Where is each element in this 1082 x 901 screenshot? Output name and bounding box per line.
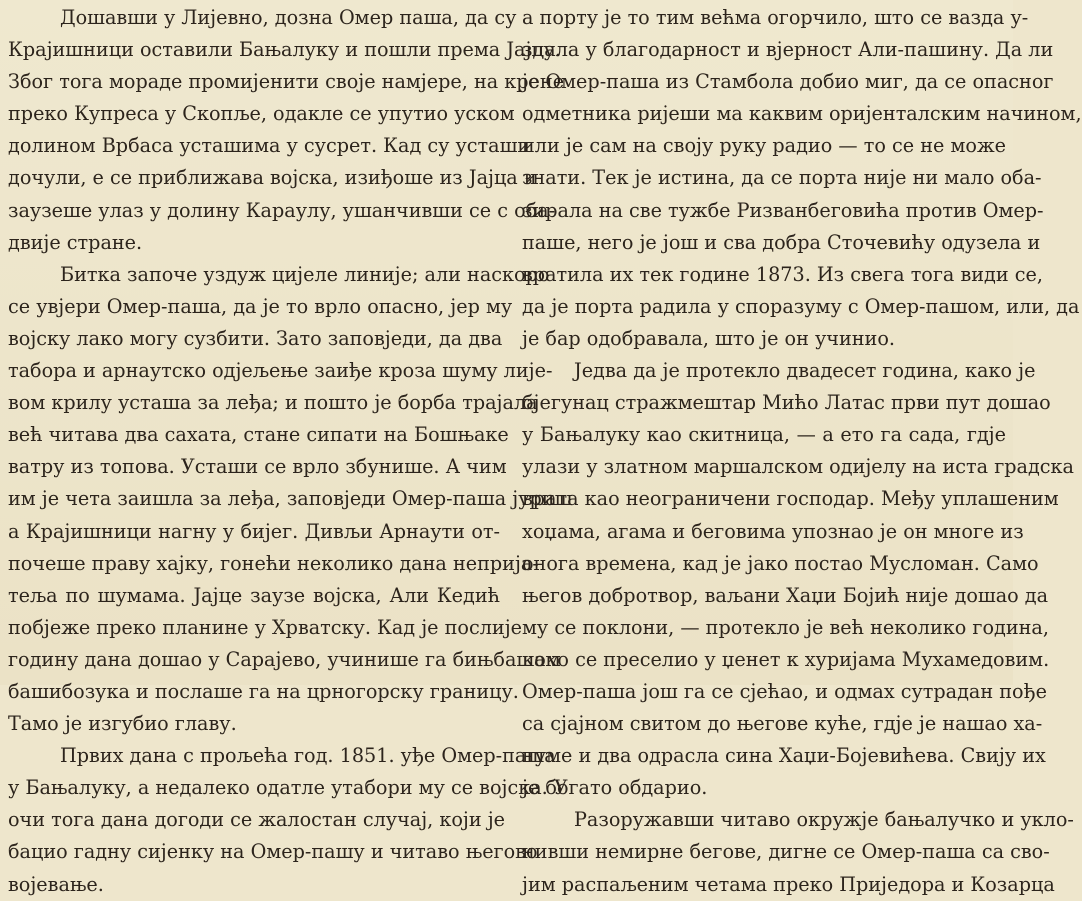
text-line: башибозука и послаше га на црногорску границу. xyxy=(8,679,519,703)
text-line: Тамо је изгубио главу. xyxy=(8,712,237,736)
text-line: је бар одобравала, што је он учинио. xyxy=(522,326,895,350)
text-line: врата као неограничени господар. Међу уплашеним xyxy=(522,487,1059,511)
text-line: Битка започе уздуж цијеле линије; али наскоро xyxy=(60,262,550,286)
text-line: да је порта радила у споразуму с Омер-пашом, или, да xyxy=(522,294,1080,318)
text-line: заузеше улаз у долину Караулу, ушанчивши се с оба- xyxy=(8,198,556,222)
text-line: Дошавши у Лијевно, дозна Омер паша, да су xyxy=(60,6,517,29)
text-line: са сјајном свитом до његове куће, гдје је нашао ха- xyxy=(522,712,1043,736)
text-line: нуме и два одрасла сина Хаџи-Бојевићева. Свију их xyxy=(522,744,1046,768)
text-line: вом крилу усташа за леђа; и пошто је борба трајала xyxy=(8,391,538,415)
text-line: у Бањалуку као скитница, — а ето га сада, гдје xyxy=(522,423,1006,447)
text-line: његов добротвор, ваљани Хаџи Бојић није дошао да xyxy=(522,583,1049,607)
text-line: знати. Тек је истина, да се порта није ни мало оба- xyxy=(522,166,1042,190)
text-line: паше, него је још и сва добра Сточевићу одузела и xyxy=(522,230,1041,254)
text-line: а Крајишници нагну у бијег. Дивљи Арнаути от- xyxy=(8,519,500,543)
text-line: почеше праву хајку, гонећи неколико дана неприја- xyxy=(8,551,539,575)
text-line: му се поклони, — протекло је већ неколико година, xyxy=(522,615,1049,639)
text-line: Једва да је протекло двадесет година, како је xyxy=(574,359,1036,383)
text-line: се увјери Омер-паша, да је то врло опасно, јер му xyxy=(8,294,513,318)
text-line: војску лако могу сузбити. Зато заповједи, да два xyxy=(8,326,503,350)
text-line: Разоружавши читаво окружје бањалучко и уклo- xyxy=(574,808,1074,832)
text-line: теља по шумама. Јајце заузе војска, Али Кедић xyxy=(8,583,500,607)
text-line: војевање. xyxy=(8,872,104,896)
text-line: у Бањалуку, а недалеко одатле утабори му се војска. У xyxy=(8,776,568,800)
text-line: или је сам на своју руку радио — то се не може xyxy=(522,134,1006,158)
text-line: нивши немирне бегове, дигне се Омер-паша са сво- xyxy=(522,840,1050,864)
text-line: преко Купреса у Скопље, одакле се упутио уском xyxy=(8,102,515,126)
text-line: јим распаљеним четама преко Приједора и Козарца xyxy=(522,872,1055,896)
text-line: Омер-паша још га се сјећао, и одмах сутрадан пође xyxy=(522,679,1047,703)
text-line: зирала на све тужбе Ризванбеговића против Омер- xyxy=(522,198,1044,222)
text-line: очи тога дана догоди се жалостан случај, који је xyxy=(8,808,506,832)
text-line: већ читава два сахата, стане сипати на Бошњаке xyxy=(8,423,509,447)
text-line: бацио гадну сијенку на Омер-пашу и читаво његово xyxy=(8,840,538,864)
text-line: Првих дана с прољећа год. 1851. уђе Омер-паша xyxy=(60,744,556,768)
text-line: улази у златном маршалском одијелу на иста градска xyxy=(522,455,1074,479)
text-line: им је чета заишла за леђа, заповједи Омер-паша јуриш xyxy=(8,487,573,511)
left-text-column xyxy=(8,0,573,901)
text-line: оногa времена, кад је јако постао Мусломан. Само xyxy=(522,551,1039,575)
text-line: побјеже преко планине у Хрватску. Кад је послије xyxy=(8,615,522,639)
text-line: је богато обдарио. xyxy=(522,776,708,800)
text-line: вратила их тек године 1873. Из свега тога види се, xyxy=(522,262,1043,286)
text-line: двије стране. xyxy=(8,230,143,254)
text-line: Због тога мораде промијенити своје намјере, на крене xyxy=(8,70,565,94)
text-line: одметника ријеши ма каквим оријенталским начином, xyxy=(522,102,1082,126)
text-line: дочули, е се приближава војска, изиђоше из Јајца и xyxy=(8,166,537,190)
text-line: ватру из топова. Усташи се врло збунише. А чим xyxy=(8,455,507,479)
text-line: табора и арнаутско одјељење заиђе кроза шуму лије- xyxy=(8,359,553,383)
text-line: је Омер-паша из Стамбола добио миг, да се опасног xyxy=(522,70,1054,94)
text-line: Крајишници оставили Бањалуку и пошли према Јајцу. xyxy=(8,38,562,62)
text-line: а порту је то тим већма огорчило, што се вазда у- xyxy=(522,6,1029,29)
text-line: годину дана дошао у Сарајево, учинише га бињбашом xyxy=(8,647,561,671)
text-line: хоџама, агама и беговима упознао је он многе из xyxy=(522,519,1024,543)
text-line: бјегунац стражмештар Мићо Латас први пут дошао xyxy=(522,391,1051,415)
right-text-column xyxy=(522,0,1082,901)
text-line: долином Врбаса усташима у сусрет. Кад су усташи xyxy=(8,134,531,158)
text-line: здала у благодарност и вјерност Али-пашину. Да ли xyxy=(522,38,1054,62)
text-line: како се преселио у џенет к хуријама Мухамедовим. xyxy=(522,647,1050,671)
